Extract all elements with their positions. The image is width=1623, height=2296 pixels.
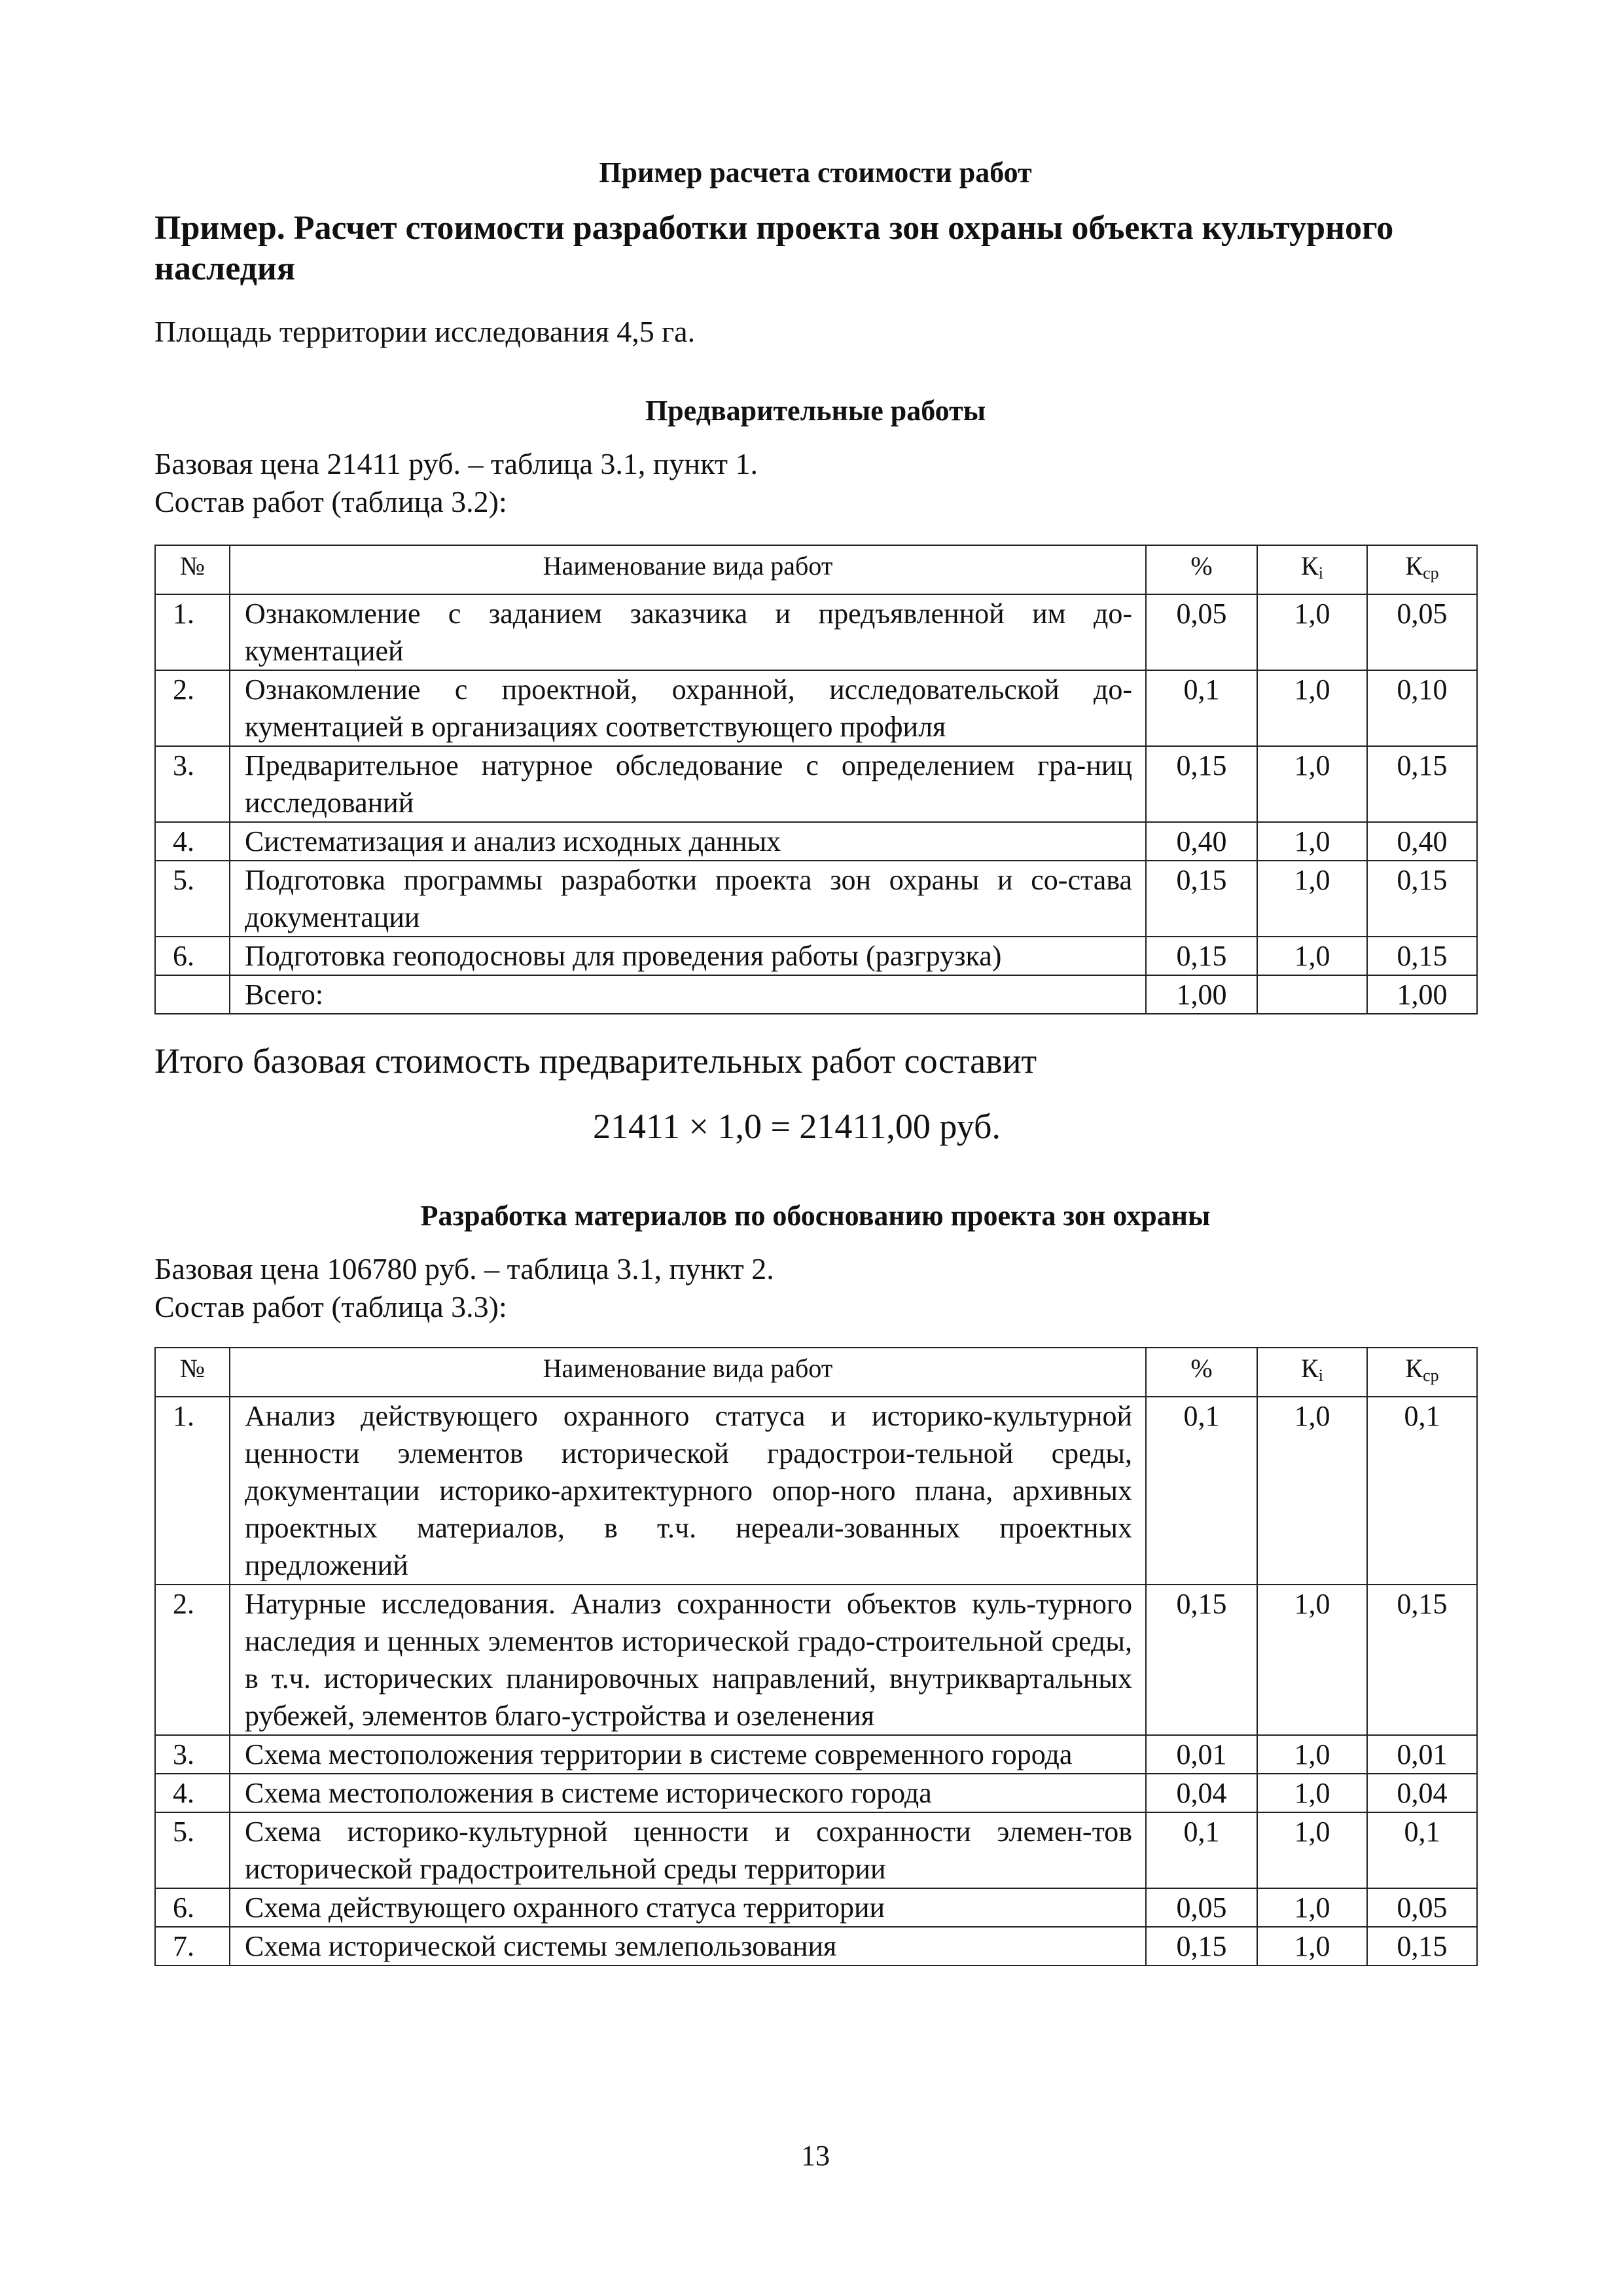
row-ki: 1,0: [1257, 1735, 1367, 1774]
row-pct: 0,1: [1146, 1812, 1257, 1888]
total-label: Всего:: [230, 975, 1146, 1014]
row-kcp: 0,05: [1367, 1888, 1477, 1927]
row-name: Схема историко-культурной ценности и сохранности элемен-тов исторической градостроительной среды территории: [230, 1812, 1146, 1888]
col-kcp-header: [1367, 1348, 1477, 1397]
table-row: [155, 1812, 1477, 1888]
row-num: 4.: [155, 822, 230, 861]
table-row: [155, 1774, 1477, 1812]
row-pct: 0,15: [1146, 1927, 1257, 1965]
row-kcp: 0,1: [1367, 1812, 1477, 1888]
area-text: Площадь территории исследования 4,5 га.: [154, 315, 696, 348]
total-kcp: 1,00: [1367, 975, 1477, 1014]
kcp-subscript: ср: [1423, 1366, 1439, 1385]
row-kcp: 0,01: [1367, 1735, 1477, 1774]
row-pct: 0,15: [1146, 861, 1257, 937]
row-kcp: 0,40: [1367, 822, 1477, 861]
table-row: [155, 746, 1477, 822]
row-ki: 1,0: [1257, 1585, 1367, 1735]
row-kcp: 0,15: [1367, 1927, 1477, 1965]
row-pct: 0,15: [1146, 937, 1257, 975]
ki-letter: К: [1301, 1354, 1319, 1383]
works-table-2: [154, 1347, 1478, 1966]
row-ki: 1,0: [1257, 1927, 1367, 1965]
col-name-header: Наименование вида работ: [230, 1348, 1146, 1397]
ki-subscript: i: [1318, 1366, 1323, 1385]
section1-composition: Состав работ (таблица 3.2):: [154, 485, 507, 518]
col-name-header: Наименование вида работ: [230, 545, 1146, 594]
section1-base-price: Базовая цена 21411 руб. – таблица 3.1, пункт 1.: [154, 447, 758, 480]
row-ki: 1,0: [1257, 1888, 1367, 1927]
row-kcp: 0,1: [1367, 1397, 1477, 1585]
table-row: [155, 937, 1477, 975]
table-row: [155, 861, 1477, 937]
row-name: Ознакомление с заданием заказчика и предъявленной им до-кументацией: [230, 594, 1146, 670]
row-kcp: 0,10: [1367, 670, 1477, 746]
table-row: [155, 1927, 1477, 1965]
row-name: Схема исторической системы землепользования: [230, 1927, 1146, 1965]
table-row: [155, 594, 1477, 670]
row-num: 4.: [155, 1774, 230, 1812]
row-ki: 1,0: [1257, 670, 1367, 746]
section1-formula: 21411 × 1,0 = 21411,00 руб.: [593, 1107, 1001, 1146]
row-name: Анализ действующего охранного статуса и историко-культурной ценности элементов исторической градострои-тельной среды, документации историко-архитектурного опор-ного плана, архивных проектных материалов, в т.ч. нереали-зованных проектных предложений: [230, 1397, 1146, 1585]
row-name: Натурные исследования. Анализ сохранности объектов куль-турного наследия и ценных элементов исторической градо-строительной среды, в т.ч. исторических планировочных направлений, внутриквартальных рубежей, элементов благо-устройства и озеленения: [230, 1585, 1146, 1735]
col-kcp-header: [1367, 545, 1477, 594]
table-row: [155, 1888, 1477, 1927]
row-num: 7.: [155, 1927, 230, 1965]
row-name: Систематизация и анализ исходных данных: [230, 822, 1146, 861]
kcp-subscript: ср: [1423, 564, 1439, 583]
row-kcp: 0,04: [1367, 1774, 1477, 1812]
works-table-1: [154, 545, 1478, 1014]
total-ki: [1257, 975, 1367, 1014]
row-num: 6.: [155, 937, 230, 975]
row-name: Схема местоположения территории в системе современного города: [230, 1735, 1146, 1774]
row-name: Схема действующего охранного статуса территории: [230, 1888, 1146, 1927]
kcp-letter: К: [1405, 551, 1423, 581]
row-name: Ознакомление с проектной, охранной, исследовательской до-кументацией в организациях соответствующего профиля: [230, 670, 1146, 746]
row-pct: 0,05: [1146, 594, 1257, 670]
row-ki: 1,0: [1257, 822, 1367, 861]
row-num: 6.: [155, 1888, 230, 1927]
row-num: 3.: [155, 1735, 230, 1774]
row-kcp: 0,15: [1367, 1585, 1477, 1735]
row-ki: 1,0: [1257, 746, 1367, 822]
example-title: Пример. Расчет стоимости разработки проекта зон охраны объекта культурного наследия: [154, 209, 1394, 287]
row-ki: 1,0: [1257, 861, 1367, 937]
row-ki: 1,0: [1257, 937, 1367, 975]
row-ki: 1,0: [1257, 1774, 1367, 1812]
row-num: 2.: [155, 670, 230, 746]
row-num: 5.: [155, 861, 230, 937]
row-pct: 0,01: [1146, 1735, 1257, 1774]
row-name: Предварительное натурное обследование с определением гра-ниц исследований: [230, 746, 1146, 822]
table-header-row: [155, 1348, 1477, 1397]
row-pct: 0,1: [1146, 670, 1257, 746]
kcp-letter: К: [1405, 1354, 1423, 1383]
total-pct: 1,00: [1146, 975, 1257, 1014]
table-row: [155, 1397, 1477, 1585]
col-pct-header: %: [1146, 1348, 1257, 1397]
ki-subscript: i: [1318, 564, 1323, 583]
row-kcp: 0,15: [1367, 937, 1477, 975]
section2-composition: Состав работ (таблица 3.3):: [154, 1290, 507, 1323]
table-row: [155, 670, 1477, 746]
table-total-row: [155, 975, 1477, 1014]
row-name: Схема местоположения в системе исторического города: [230, 1774, 1146, 1812]
col-num-header: №: [155, 545, 230, 594]
row-ki: 1,0: [1257, 594, 1367, 670]
table-row: [155, 1585, 1477, 1735]
total-num-cell: [155, 975, 230, 1014]
row-pct: 0,04: [1146, 1774, 1257, 1812]
col-ki-header: [1257, 1348, 1367, 1397]
row-kcp: 0,15: [1367, 861, 1477, 937]
row-kcp: 0,15: [1367, 746, 1477, 822]
row-pct: 0,15: [1146, 746, 1257, 822]
row-pct: 0,1: [1146, 1397, 1257, 1585]
row-name: Подготовка геоподосновы для проведения работы (разгрузка): [230, 937, 1146, 975]
table-row: [155, 1735, 1477, 1774]
page-number: 13: [801, 2140, 830, 2172]
row-ki: 1,0: [1257, 1397, 1367, 1585]
row-pct: 0,40: [1146, 822, 1257, 861]
col-ki-header: [1257, 545, 1367, 594]
table-row: [155, 822, 1477, 861]
section1-heading: Предварительные работы: [645, 395, 986, 427]
section2-heading: Разработка материалов по обоснованию проекта зон охраны: [420, 1200, 1211, 1232]
row-num: 1.: [155, 594, 230, 670]
row-num: 5.: [155, 1812, 230, 1888]
table-header-row: [155, 545, 1477, 594]
row-pct: 0,15: [1146, 1585, 1257, 1735]
document-title: Пример расчета стоимости работ: [599, 156, 1032, 188]
row-num: 1.: [155, 1397, 230, 1585]
col-num-header: №: [155, 1348, 230, 1397]
section1-result-text: Итого базовая стоимость предварительных работ составит: [154, 1041, 1037, 1081]
row-num: 3.: [155, 746, 230, 822]
ki-letter: К: [1301, 551, 1319, 581]
row-num: 2.: [155, 1585, 230, 1735]
row-name: Подготовка программы разработки проекта зон охраны и со-става документации: [230, 861, 1146, 937]
row-pct: 0,05: [1146, 1888, 1257, 1927]
row-kcp: 0,05: [1367, 594, 1477, 670]
col-pct-header: %: [1146, 545, 1257, 594]
section2-base-price: Базовая цена 106780 руб. – таблица 3.1, пункт 2.: [154, 1252, 774, 1285]
row-ki: 1,0: [1257, 1812, 1367, 1888]
